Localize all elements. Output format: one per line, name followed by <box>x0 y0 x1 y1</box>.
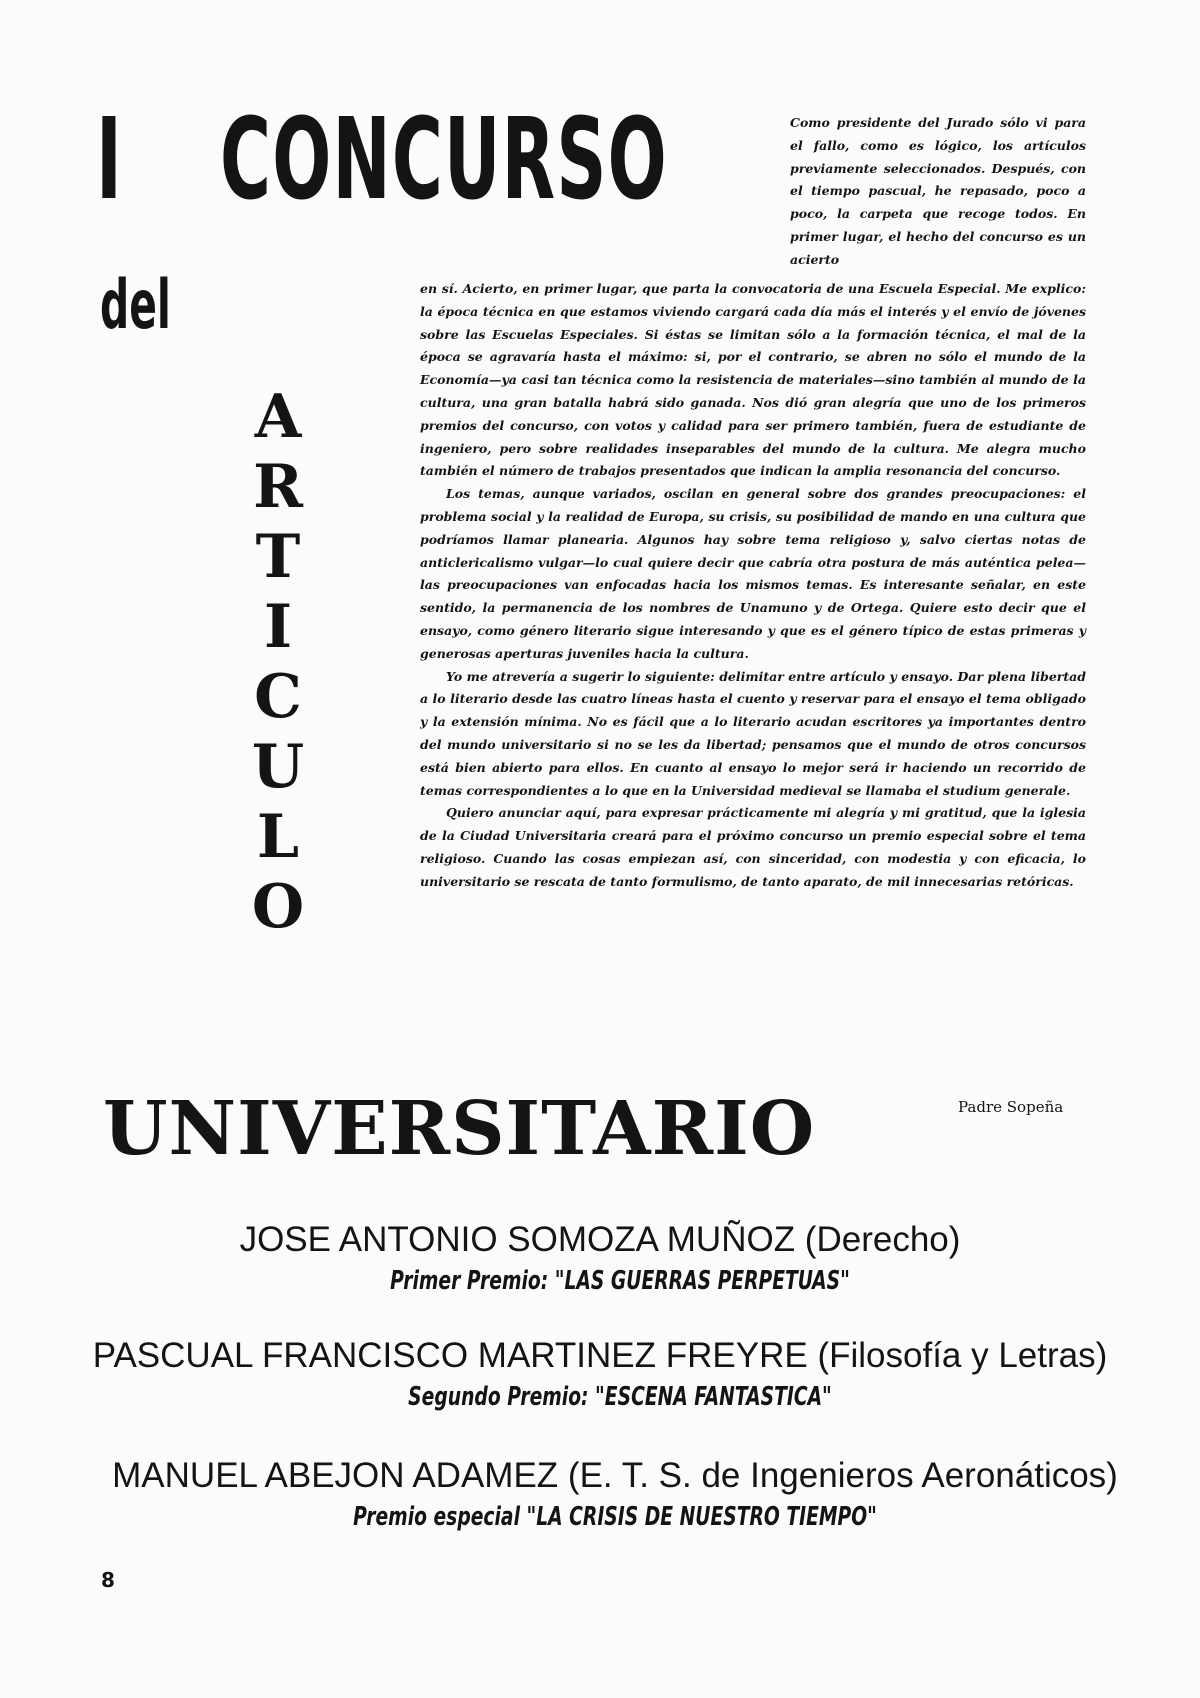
vertical-title-articulo <box>238 382 318 942</box>
intro-paragraph: Como presidente del Jurado sólo vi para el fallo, como es lógico, los artículos previamente seleccionados. Después, con el tiempo pascual, he repasado, poco a poco, la carpeta que recoge todos. En primer lugar, el hecho del concurso es un acierto <box>790 115 1086 267</box>
winner-prize-3: Premio especial "LA CRISIS DE NUESTRO TIEMPO" <box>353 1502 877 1532</box>
winner-name-3: MANUEL ABEJON ADAMEZ (E. T. S. de Ingenieros Aeronáticos) <box>112 1456 1118 1495</box>
article-paragraph-2: Los temas, aunque variados, oscilan en general sobre dos grandes preocupaciones: el problema social y la realidad de Europa, su crisis, su posibilidad de mando en una cultura que podríamos llamar planearia. Algunos hay sobre tema religioso y, salvo ciertas notas de anticlericalismo vulgar—lo cual quiere decir que cabría otra postura de más auténtica pelea—las preocupaciones van enfocadas hacia los mismos temas. Es interesante señalar, en este sentido, la permanencia de los nombres de Unamuno y de Ortega. Quiere esto decir que el ensayo, como género literario sigue interesando y que es el género típico de estas primeras y generosas aperturas juveniles hacia la cultura. <box>420 486 1086 661</box>
article-signature: Padre Sopeña <box>958 1098 1064 1116</box>
article-paragraph-1: en sí. Acierto, en primer lugar, que parta la convocatoria de una Escuela Especial. Me explico: la época técnica en que estamos viviendo cargará cada día más el interés y el envío de jóvenes sobre las Escuelas Especiales. Si éstas se limitan sólo a la formación técnica, el mal de la época se agravaría hasta el máximo: si, por el contrario, se abren no sólo el mundo de la Economía—ya casi tan técnica como la resistencia de materiales—sino también al mundo de la cultura, una gran batalla habrá sido ganada. Nos dió gran alegría que uno de los primeros premios del concurso, con votos y calidad para ser primero también, fuera de estudiante de ingeniero, pero sobre realidades inseparables del mundo de la cultura. Me alegra mucho también el número de trabajos presentados que indican la amplia resonancia del concurso. <box>420 281 1086 479</box>
winner-name-2: PASCUAL FRANCISCO MARTINEZ FREYRE (Filosofía y Letras) <box>92 1336 1108 1375</box>
winner-name-1: JOSE ANTONIO SOMOZA MUÑOZ (Derecho) <box>239 1220 961 1259</box>
winner-prize-2: Segundo Premio: "ESCENA FANTASTICA" <box>408 1382 832 1412</box>
vertical-letter: L <box>256 802 300 872</box>
page-number: 8 <box>101 1568 115 1592</box>
vertical-letter: I <box>263 592 293 662</box>
article-paragraph-3: Yo me atrevería a sugerir lo siguiente: delimitar entre artículo y ensayo. Dar plena libertad a lo literario desde las cuatro líneas hasta el cuento y reservar para el ensayo el tema obligado y la extensión mínima. No es fácil que a lo literario acudan escritores ya importantes dentro del mundo universitario si no se les da libertad; pensamos que el mundo de otros concursos está bien abierto para ellos. En cuanto al ensayo lo mejor será ir haciendo un recorrido de temas correspondientes a lo que en la Universidad medieval se llamaba el studium generale. <box>420 668 1086 798</box>
article-intro <box>790 112 1086 272</box>
article-paragraph-4: Quiero anunciar aquí, para expresar prácticamente mi alegría y mi gratitud, que la iglesia de la Ciudad Universitaria creará para el próximo concurso un premio especial sobre el tema religioso. Cuando las cosas empiezan así, con sinceridad, con modestia y con eficacia, lo universitario se rescata de tanto formulismo, de tanto aparato, de mil innecesarias retóricas. <box>420 805 1086 889</box>
vertical-letter: O <box>251 872 305 942</box>
winner-prize-1: Primer Premio: "LAS GUERRAS PERPETUAS" <box>390 1266 850 1296</box>
title-del: del <box>100 266 171 345</box>
vertical-letter: U <box>251 732 305 802</box>
article-body <box>420 278 1086 894</box>
vertical-letter: A <box>254 382 302 452</box>
vertical-letter: R <box>253 452 303 522</box>
vertical-letter: C <box>254 662 302 732</box>
vertical-letter: T <box>255 522 301 592</box>
title-numeral: I <box>96 95 122 225</box>
title-concurso: CONCURSO <box>220 95 668 225</box>
title-universitario: UNIVERSITARIO <box>103 1086 816 1172</box>
